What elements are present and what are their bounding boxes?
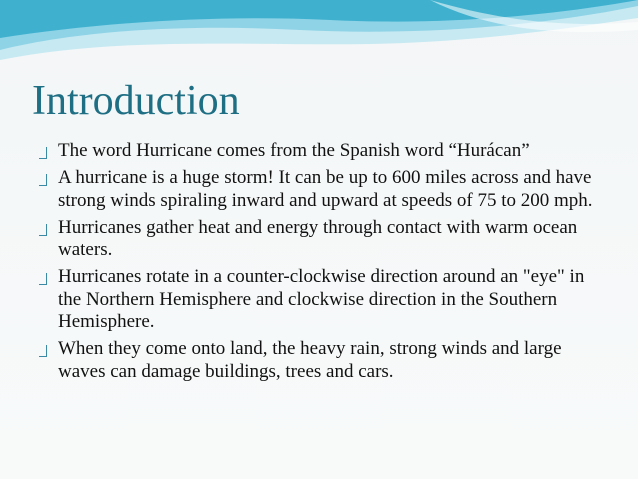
bullet-text: The word Hurricane comes from the Spanish word “Hurácan”	[58, 140, 530, 161]
bullet-marker-icon	[39, 273, 47, 285]
bullet-item	[36, 266, 606, 334]
bullet-text: When they come onto land, the heavy rain, strong winds and large waves can damage buildings, trees and cars.	[58, 338, 562, 382]
header-wave-graphic	[0, 0, 638, 80]
bullet-marker-icon	[39, 224, 47, 236]
bullet-marker-icon	[39, 174, 47, 186]
bullet-item	[36, 167, 606, 212]
bullet-text: Hurricanes gather heat and energy through contact with warm ocean waters.	[58, 216, 578, 260]
bullet-marker-icon	[39, 345, 47, 357]
bullet-list	[36, 140, 606, 388]
bullet-item	[36, 338, 606, 383]
bullet-item	[36, 140, 606, 163]
bullet-item	[36, 217, 606, 262]
bullet-text: Hurricanes rotate in a counter-clockwise direction around an "eye" in the Northern Hemisphere and clockwise direction in the Southern Hemisphere.	[58, 266, 585, 332]
bullet-text: A hurricane is a huge storm! It can be up to 600 miles across and have strong winds spiraling inward and upward at speeds of 75 to 200 mph.	[58, 167, 593, 211]
bullet-marker-icon	[39, 147, 47, 159]
slide-title: Introduction	[32, 78, 240, 124]
